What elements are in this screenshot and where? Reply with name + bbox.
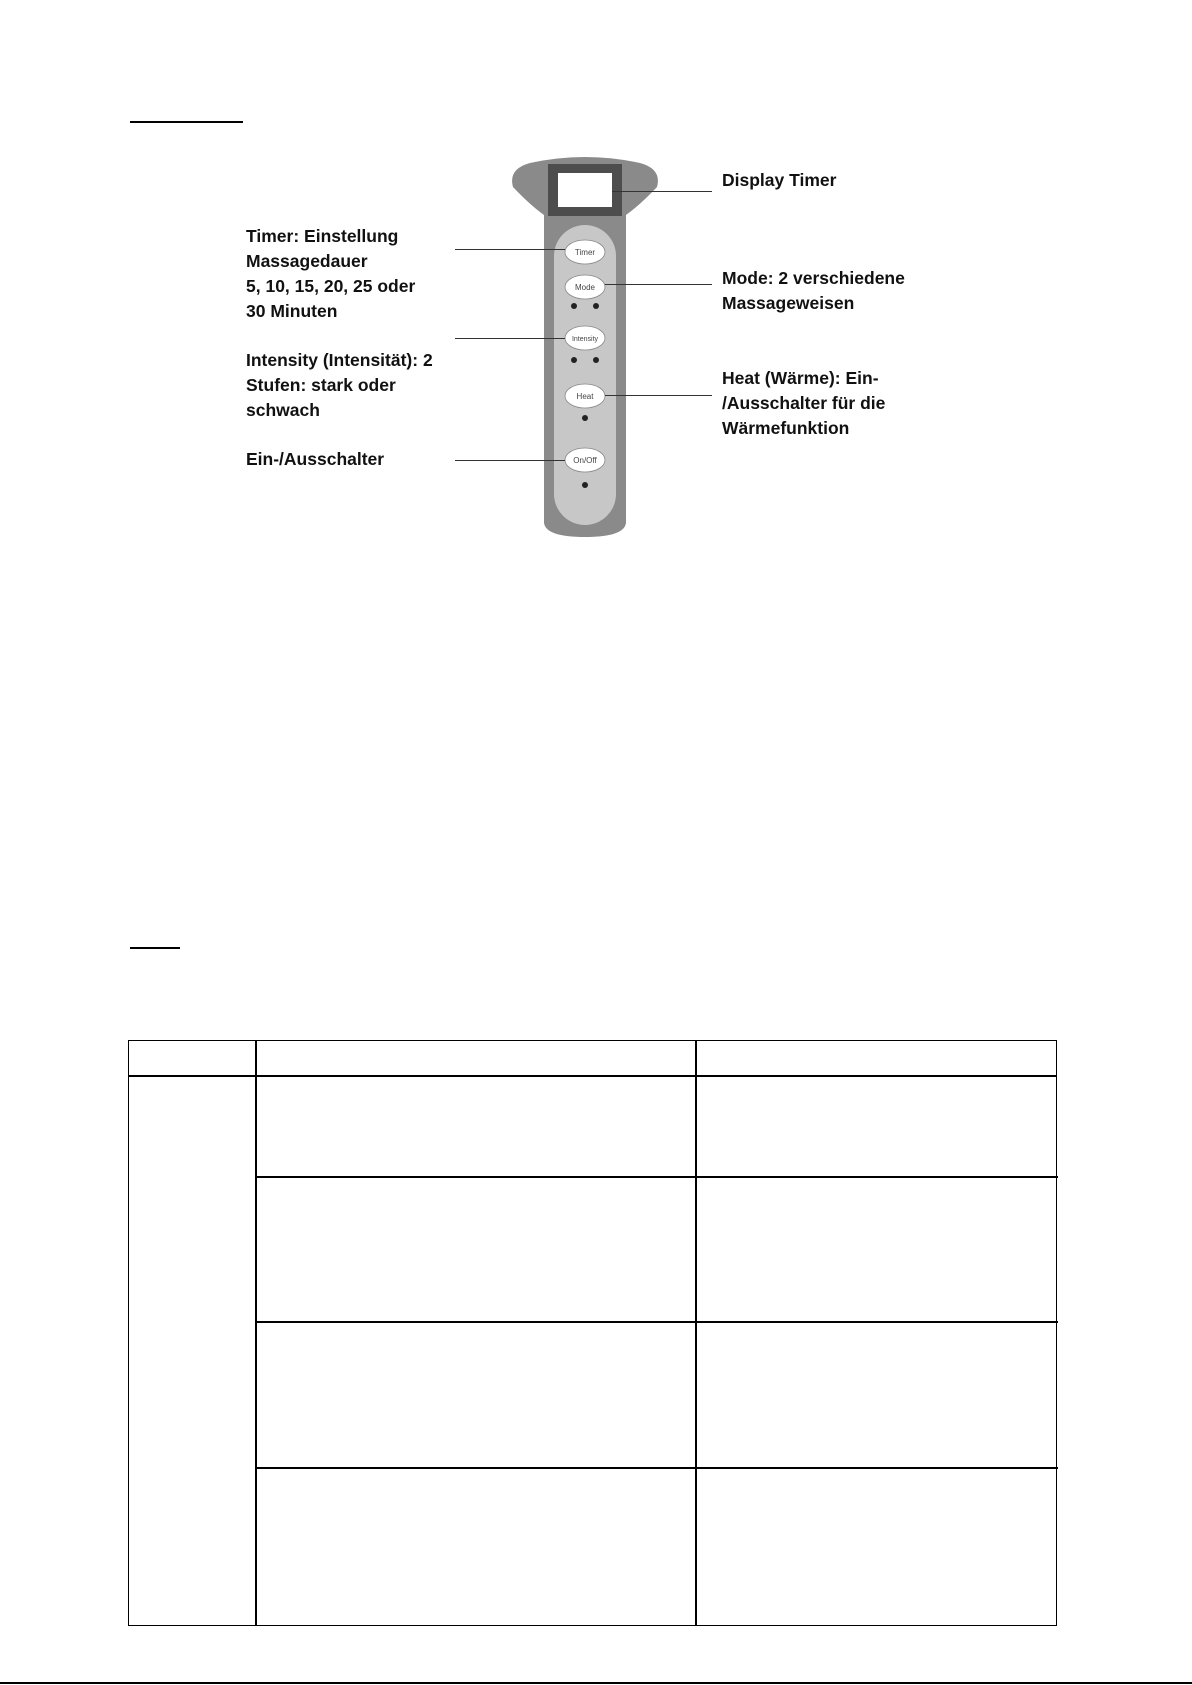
display-timer-label: Display Timer	[722, 170, 837, 190]
onoff-indicator	[582, 482, 588, 488]
button-panel	[554, 225, 616, 525]
timer-label: Timer: Einstellung Massagedauer 5, 10, 15, 20, 25 oder 30 Minuten	[246, 226, 416, 321]
intensity-button-label: Intensity	[571, 336, 599, 343]
display-screen	[558, 173, 612, 207]
intensity-indicator-1	[571, 357, 577, 363]
table-col-divider-1	[255, 1041, 257, 1625]
table-row-divider-3	[255, 1467, 1058, 1469]
mode-indicator-1	[571, 303, 577, 309]
mode-indicator-2	[593, 303, 599, 309]
table-row-divider-1	[255, 1176, 1058, 1178]
empty-table	[128, 1040, 1057, 1626]
timer-button-label: Timer	[574, 248, 596, 257]
mode-leader	[605, 284, 712, 285]
onoff-leader	[455, 460, 565, 461]
remote-control-illustration	[500, 155, 670, 540]
mode-label: Mode: 2 verschiedene Massageweisen	[722, 268, 905, 313]
heat-leader	[605, 395, 712, 396]
intensity-label: Intensity (Intensität): 2 Stufen: stark oder schwach	[246, 350, 433, 420]
onoff-button-label: On/Off	[573, 456, 597, 465]
table-col-divider-2	[695, 1041, 697, 1625]
display-timer-leader	[612, 191, 712, 192]
heat-button-label: Heat	[576, 392, 594, 401]
section-heading-underline-2	[130, 947, 180, 949]
heat-label: Heat (Wärme): Ein- /Ausschalter für die Wärmefunktion	[722, 368, 886, 438]
intensity-indicator-2	[593, 357, 599, 363]
page-bottom-rule	[0, 1682, 1192, 1684]
intensity-leader	[455, 338, 565, 339]
onoff-label: Ein-/Ausschalter	[246, 449, 385, 469]
section-heading-underline-1	[130, 121, 243, 123]
timer-leader	[455, 249, 565, 250]
table-row-divider-2	[255, 1321, 1058, 1323]
mode-button-label: Mode	[574, 283, 596, 292]
table-header-divider	[129, 1075, 1056, 1077]
heat-indicator	[582, 415, 588, 421]
